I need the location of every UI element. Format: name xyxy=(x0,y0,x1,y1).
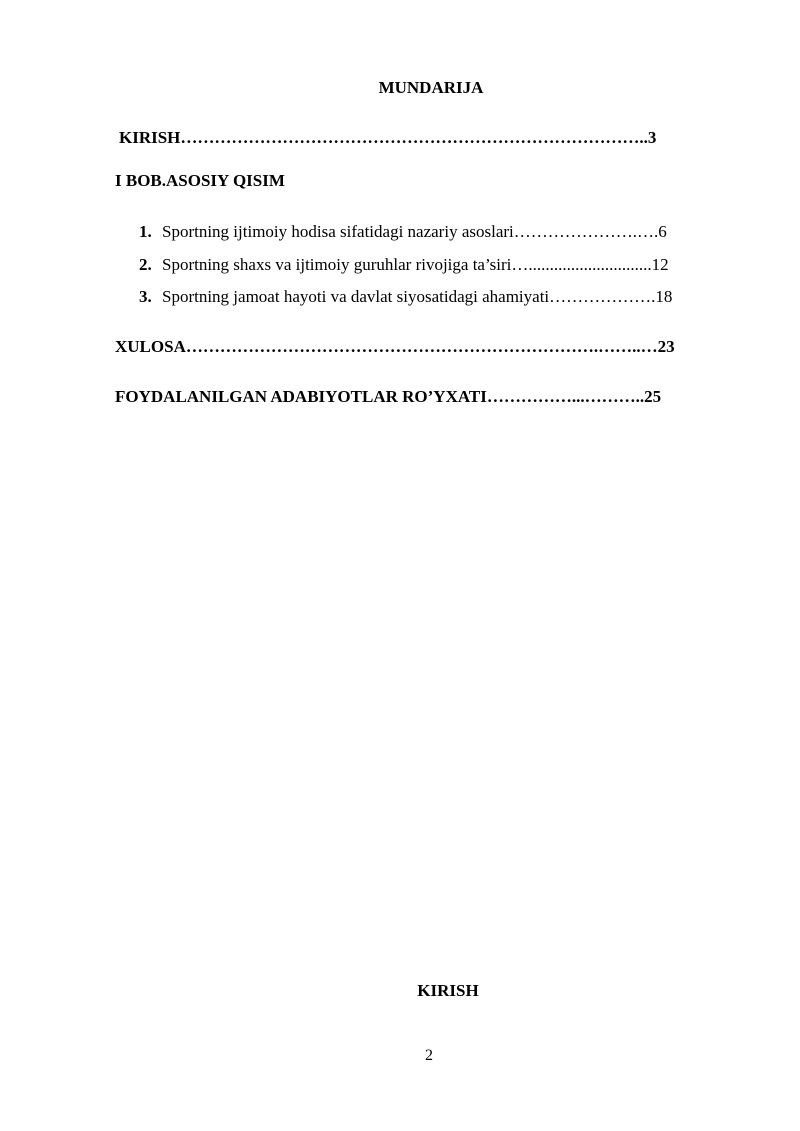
toc-sub-item-2[interactable] xyxy=(139,255,669,275)
toc-sub-item-3[interactable] xyxy=(139,287,672,307)
toc-title: MUNDARIJA xyxy=(378,78,484,97)
toc-sub-item-text: Sportning ijtimoiy hodisa sifatidagi nazariy asoslari………………….….6 xyxy=(162,222,667,241)
page-number: 2 xyxy=(425,1047,433,1064)
toc-sub-item-number: 1. xyxy=(139,222,152,241)
toc-sub-item-text: Sportning jamoat hayoti va davlat siyosatidagi ahamiyati……………….18 xyxy=(162,287,673,306)
toc-sub-item-text: Sportning shaxs va ijtimoiy guruhlar rivojiga ta’siri….............................12 xyxy=(162,255,669,274)
toc-sub-item-number: 3. xyxy=(139,287,152,306)
toc-entry-xulosa[interactable]: XULOSA……………………………………………………………….……..…23 xyxy=(115,337,675,356)
toc-sub-item-1[interactable] xyxy=(139,222,667,242)
section-heading: KIRISH xyxy=(417,981,479,1000)
toc-sub-item-number: 2. xyxy=(139,255,152,274)
toc-entry-kirish[interactable]: KIRISH………………………………………………………………………..3 xyxy=(119,128,657,147)
toc-chapter-heading[interactable]: I BOB.ASOSIY QISIM xyxy=(115,171,285,190)
toc-entry-references[interactable]: FOYDALANILGAN ADABIYOTLAR RO’YXATI……………...………..25 xyxy=(115,387,662,406)
